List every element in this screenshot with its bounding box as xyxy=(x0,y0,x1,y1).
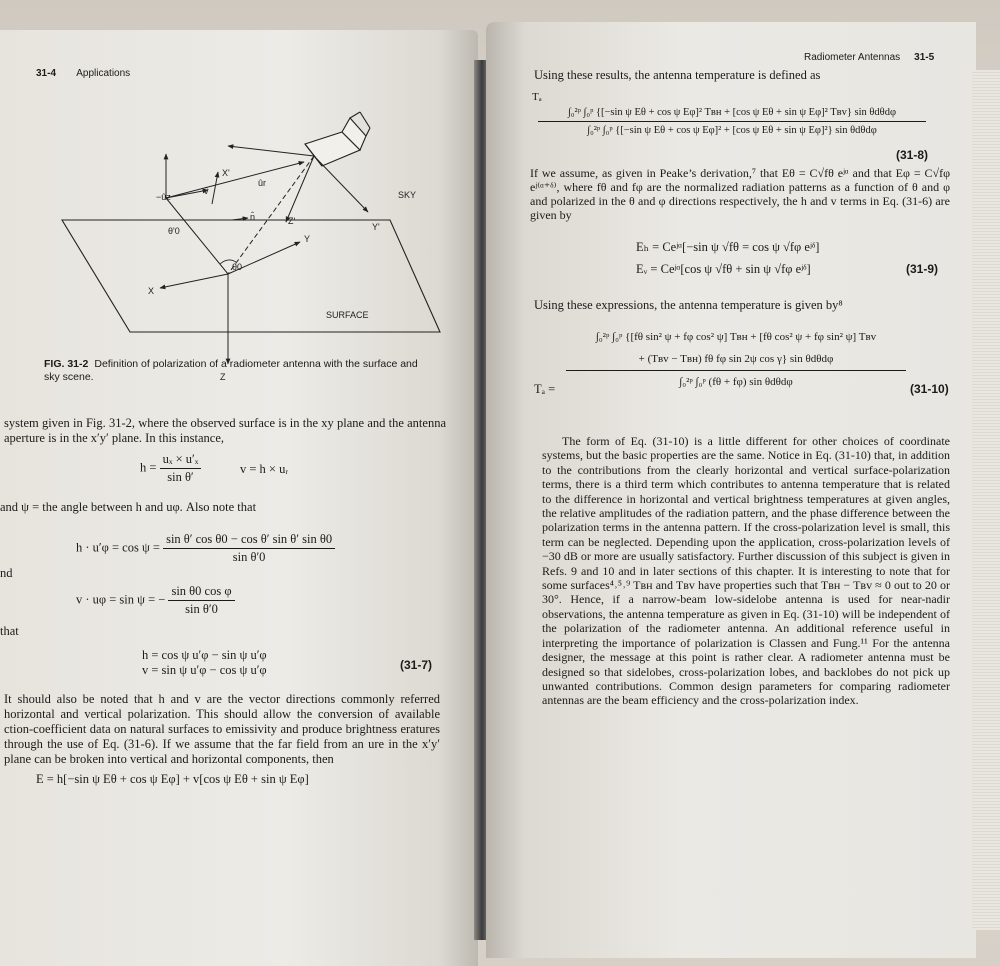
right-intro-2: Using these expressions, the antenna temperature is given by⁸ xyxy=(534,298,843,312)
left-page-header xyxy=(36,66,130,81)
equation-31-10-denominator: ∫₀²ᵖ ∫₀ᵖ (fθ + fφ) sin θdθdφ xyxy=(679,376,793,388)
equation-31-9-line-2: Eᵥ = Ceʲᵅ[cos ψ √fθ + sin ψ √fφ eʲᵟ] xyxy=(636,262,811,276)
equation-31-8-denominator: ∫₀²ᵖ ∫₀ᵖ {[−sin ψ Eθ + cos ψ Eφ]² + [cos ψ Eθ + sin ψ Eφ]²} sin θdθdφ xyxy=(587,125,877,136)
figure-caption xyxy=(44,358,434,384)
equation-31-8-number: (31-8) xyxy=(896,148,929,162)
antenna-shape xyxy=(305,112,370,166)
equation-31-8-lhs: Tₐ xyxy=(532,91,542,103)
equation-31-10 xyxy=(566,326,906,393)
equation-h-lhs: h = xyxy=(140,460,157,475)
equation-31-7-line-1: h = cos ψ u′φ − sin ψ u′φ xyxy=(142,648,267,662)
label-z-prime: Z' xyxy=(288,216,296,226)
right-intro: Using these results, the antenna temperature is defined as xyxy=(534,68,821,82)
equation-31-7-line-2: v = sin ψ u′φ − cos ψ u′φ xyxy=(142,663,267,677)
equation-31-9 xyxy=(636,236,819,280)
figure-caption-text: Definition of polarization of a radiometer antenna with the surface and sky scene. xyxy=(44,358,418,383)
left-page xyxy=(0,30,478,966)
left-paragraph-2: It should also be noted that h and v are the vector directions commonly referred horizontal and vertical polarization. This should allow the conversion of available ction-coefficient data on natural surfaces to emissivity and produce brightness eratures through the use of Eq. (31-6). If we assume that the far field from an ure in the x′y′ plane can be broken into vertical and horizontal components, then xyxy=(4,692,440,766)
equation-h-dot-u-numerator: sin θ′ cos θ0 − cos θ′ sin θ′ sin θ0 xyxy=(163,532,335,549)
label-y: Y xyxy=(304,234,311,244)
label-sky: SKY xyxy=(398,190,417,200)
label-surface: SURFACE xyxy=(326,310,369,320)
label-y-prime: Y' xyxy=(372,222,380,232)
label-ur: ûr xyxy=(258,178,267,188)
equation-h-dot-u-lhs: h · u′φ = cos ψ = xyxy=(76,540,160,555)
equation-h-denominator: sin θ′ xyxy=(167,470,194,484)
equation-31-9-line-1: Eₕ = Ceʲᵅ[−sin ψ √fθ = cos ψ √fφ eʲᵟ] xyxy=(636,240,820,254)
right-paragraph-final: The form of Eq. (31-10) is a little different for other choices of coordinate systems, but the basic properties are the same. Notice in Eq. (31-10) that, in addition to the contributions from the clearly horizontal and vertical surface-polarization terms, there is a third term which contributes to antenna temperature that is related to the difference in horizontal and vertical brightness temperatures at given angles, the relative amplitudes of the radiation pattern, and the phase difference between the polarization terms in the antenna pattern. If the cross-polarization level is small, this term can be neglected. Depending upon the application, cross-polarization levels of −30 dB or more are usually satisfactory. Further discussion of this subject is given in Refs. 9 and 10 and in later sections of this chapter. It is interesting to note that for some surfaces⁴˒⁵˒⁹ Tʙʜ and Tʙᴠ have properties such that Tʙʜ − Tʙᴠ ≈ 0 out to 20 or 30°. Hence, if a narrow-beam low-sidelobe antenna is used for near-nadir observations, the antenna temperature as given in Eq. (31-10) will be independent of the polarization of the radiometer antenna. An additional reference useful in interpreting the importance of polarization is Classen and Fung.¹¹ For the antenna designer, the message at this point is rather clear. A radiometer antenna must be designed so that sidelobes, cross-polarization lobes, and backlobes do not pick up unwanted contributions. Common design parameters for comparing radiometer antennas are the beam efficiency and the cross-polarization index. xyxy=(542,434,950,708)
equation-h-dot-u-denominator: sin θ′0 xyxy=(232,550,266,564)
equation-h-fraction xyxy=(160,452,202,485)
equation-31-7-number: (31-7) xyxy=(400,658,433,672)
equation-31-8-numerator: ∫₀²ᵖ ∫₀ᵖ {[−sin ψ Eθ + cos ψ Eφ]² Tʙʜ + [cos ψ Eθ + sin ψ Eφ]² Tʙᴠ} sin θdθdφ xyxy=(538,106,926,122)
equation-E: E = h[−sin ψ Eθ + cos ψ Eφ] + v[cos ψ Eθ + sin ψ Eφ] xyxy=(36,772,309,786)
right-paragraph-peake: If we assume, as given in Peake’s derivation,⁷ that Eθ = C√fθ eʲᵅ and that Eφ = C√fφ eʲ⁽ᵅ⁺ᵟ⁾, where fθ and fφ are the normalized radiation patterns as a function of θ and φ and polarized in the θ and φ directions respectively, the h and v terms in Eq. (31-6) are given by xyxy=(530,166,950,222)
left-page-number: 31-4 xyxy=(36,68,57,79)
label-neg-uz: −ûz xyxy=(156,192,171,202)
equation-31-10-numerator-1: ∫₀²ᵖ ∫₀ᵖ {[fθ sin² ψ + fφ cos² ψ] Tʙʜ + [fθ cos² ψ + fφ sin² ψ] Tʙᴠ xyxy=(595,331,877,343)
label-v: v̂ xyxy=(204,186,209,196)
label-n: n̂ xyxy=(250,212,256,222)
left-word-and: nd xyxy=(0,566,13,580)
equation-v-dot-u-lhs: v · uφ = sin ψ = − xyxy=(76,592,166,607)
equation-31-7 xyxy=(142,648,267,678)
label-x: X xyxy=(148,286,155,296)
equation-h-dot-u-fraction xyxy=(163,532,335,565)
equation-h-dot-u xyxy=(76,532,335,565)
left-word-that: that xyxy=(0,624,19,638)
equation-h-numerator: uₓ × u′ₓ xyxy=(160,452,202,469)
page-edges xyxy=(972,70,1000,930)
equation-31-10-lhs: Tₐ = xyxy=(534,382,556,396)
label-theta0: θ0 xyxy=(232,262,243,272)
label-x-prime: X' xyxy=(222,168,230,178)
surface-plane xyxy=(62,220,440,332)
equation-v-dot-u-denominator: sin θ′0 xyxy=(185,602,218,616)
equation-v-dot-u-numerator: sin θ0 cos φ xyxy=(168,584,234,601)
right-page xyxy=(486,22,976,958)
equation-v-dot-u-fraction xyxy=(168,584,234,617)
equation-31-9-number: (31-9) xyxy=(906,262,939,276)
equation-31-8 xyxy=(538,106,926,137)
right-page-header xyxy=(804,50,934,65)
equation-v: v = h × uᵣ xyxy=(240,462,289,476)
equation-31-10-number: (31-10) xyxy=(910,382,949,396)
label-z: Z xyxy=(220,372,226,382)
right-section-title: Radiometer Antennas xyxy=(804,52,901,63)
equation-h xyxy=(140,452,201,485)
figure-caption-label: FIG. 31-2 xyxy=(44,358,89,370)
equation-31-10-numerator-2: + (Tʙᴠ − Tʙʜ) fθ fφ sin 2ψ cos γ} sin θdθdφ xyxy=(566,348,906,371)
right-page-number: 31-5 xyxy=(914,52,935,63)
label-theta0-prime: θ'0 xyxy=(168,226,180,236)
left-section-title: Applications xyxy=(76,68,131,79)
equation-v-dot-u xyxy=(76,584,235,617)
left-line-and-psi: and ψ = the angle between h and uφ. Also note that xyxy=(0,500,257,514)
left-paragraph-1: system given in Fig. 31-2, where the observed surface is in the xy plane and the antenna aperture is in the x′y′ plane. In this instance, xyxy=(4,416,446,445)
